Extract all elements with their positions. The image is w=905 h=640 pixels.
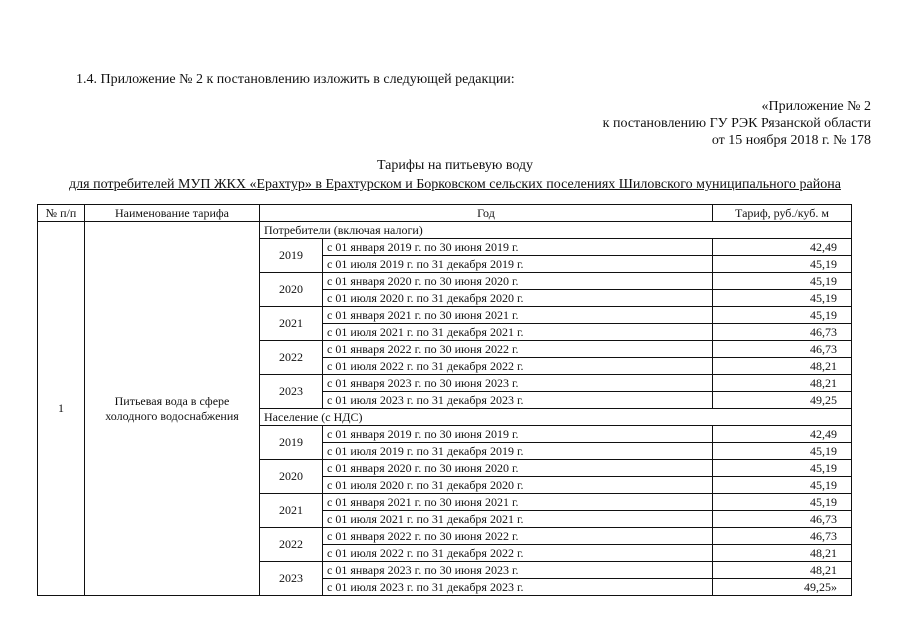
tariff-value-cell: 42,49 (713, 426, 852, 443)
period-cell: с 01 января 2021 г. по 30 июня 2021 г. (323, 307, 713, 324)
appendix-line-3: от 15 ноября 2018 г. № 178 (711, 133, 871, 148)
tariff-value-cell: 46,73 (713, 341, 852, 358)
year-cell: 2020 (260, 460, 323, 494)
tariff-table-body (38, 222, 852, 596)
year-cell: 2021 (260, 494, 323, 528)
title-line-1: Тарифы на питьевую воду (376, 158, 534, 173)
period-cell: с 01 января 2023 г. по 30 июня 2023 г. (323, 562, 713, 579)
tariff-value-cell: 48,21 (713, 375, 852, 392)
period-cell: с 01 января 2019 г. по 30 июня 2019 г. (323, 426, 713, 443)
intro-paragraph: 1.4. Приложение № 2 к постановлению изложить в следующей редакции: (76, 72, 515, 87)
tariff-value-cell: 45,19 (713, 290, 852, 307)
year-cell: 2021 (260, 307, 323, 341)
period-cell: с 01 января 2022 г. по 30 июня 2022 г. (323, 341, 713, 358)
header-year: Год (260, 205, 713, 222)
tariff-value-cell: 49,25 (713, 392, 852, 409)
tariff-value-cell: 46,73 (713, 324, 852, 341)
period-cell: с 01 июля 2019 г. по 31 декабря 2019 г. (323, 256, 713, 273)
period-cell: с 01 января 2022 г. по 30 июня 2022 г. (323, 528, 713, 545)
title-line-2: для потребителей МУП ЖКХ «Ерахтур» в Ерахтурском и Борковском сельских поселениях Шиловского муниципального района (69, 177, 841, 192)
period-cell: с 01 июля 2022 г. по 31 декабря 2022 г. (323, 545, 713, 562)
period-cell: с 01 июля 2021 г. по 31 декабря 2021 г. (323, 511, 713, 528)
period-cell: с 01 июля 2020 г. по 31 декабря 2020 г. (323, 290, 713, 307)
group-label: Потребители (включая налоги) (260, 222, 852, 239)
appendix-line-2: к постановлению ГУ РЭК Рязанской области (602, 116, 871, 131)
tariff-value-cell: 45,19 (713, 460, 852, 477)
year-cell: 2023 (260, 562, 323, 596)
tariff-value-cell: 45,19 (713, 443, 852, 460)
group-row (38, 222, 852, 239)
appendix-line-1: «Приложение № 2 (761, 99, 871, 114)
period-cell: с 01 января 2020 г. по 30 июня 2020 г. (323, 273, 713, 290)
tariff-value-cell: 42,49 (713, 239, 852, 256)
tariff-value-cell: 45,19 (713, 256, 852, 273)
period-cell: с 01 января 2020 г. по 30 июня 2020 г. (323, 460, 713, 477)
period-cell: с 01 января 2021 г. по 30 июня 2021 г. (323, 494, 713, 511)
tariff-value-cell: 48,21 (713, 358, 852, 375)
tariff-value-cell: 45,19 (713, 477, 852, 494)
table-header-row (38, 205, 852, 222)
year-cell: 2022 (260, 528, 323, 562)
tariff-value-cell: 45,19 (713, 273, 852, 290)
year-cell: 2022 (260, 341, 323, 375)
period-cell: с 01 июля 2021 г. по 31 декабря 2021 г. (323, 324, 713, 341)
period-cell: с 01 июля 2019 г. по 31 декабря 2019 г. (323, 443, 713, 460)
period-cell: с 01 июля 2020 г. по 31 декабря 2020 г. (323, 477, 713, 494)
tariff-value-cell: 48,21 (713, 545, 852, 562)
header-num: № п/п (38, 205, 85, 222)
tariff-table (37, 204, 852, 596)
period-cell: с 01 июля 2023 г. по 31 декабря 2023 г. (323, 392, 713, 409)
tariff-value-cell: 49,25» (713, 579, 852, 596)
year-cell: 2019 (260, 239, 323, 273)
row-number: 1 (38, 222, 85, 596)
tariff-value-cell: 46,73 (713, 528, 852, 545)
period-cell: с 01 января 2019 г. по 30 июня 2019 г. (323, 239, 713, 256)
appendix-header (603, 98, 871, 149)
period-cell: с 01 января 2023 г. по 30 июня 2023 г. (323, 375, 713, 392)
period-cell: с 01 июля 2022 г. по 31 декабря 2022 г. (323, 358, 713, 375)
tariff-value-cell: 48,21 (713, 562, 852, 579)
tariff-value-cell: 46,73 (713, 511, 852, 528)
period-cell: с 01 июля 2023 г. по 31 декабря 2023 г. (323, 579, 713, 596)
tariff-value-cell: 45,19 (713, 307, 852, 324)
document-title (20, 156, 890, 194)
header-tariff: Тариф, руб./куб. м (713, 205, 852, 222)
tariff-name: Питьевая вода в сфере холодного водоснабжения (85, 222, 260, 596)
tariff-value-cell: 45,19 (713, 494, 852, 511)
year-cell: 2020 (260, 273, 323, 307)
group-label: Население (с НДС) (260, 409, 852, 426)
year-cell: 2023 (260, 375, 323, 409)
header-name: Наименование тарифа (85, 205, 260, 222)
year-cell: 2019 (260, 426, 323, 460)
